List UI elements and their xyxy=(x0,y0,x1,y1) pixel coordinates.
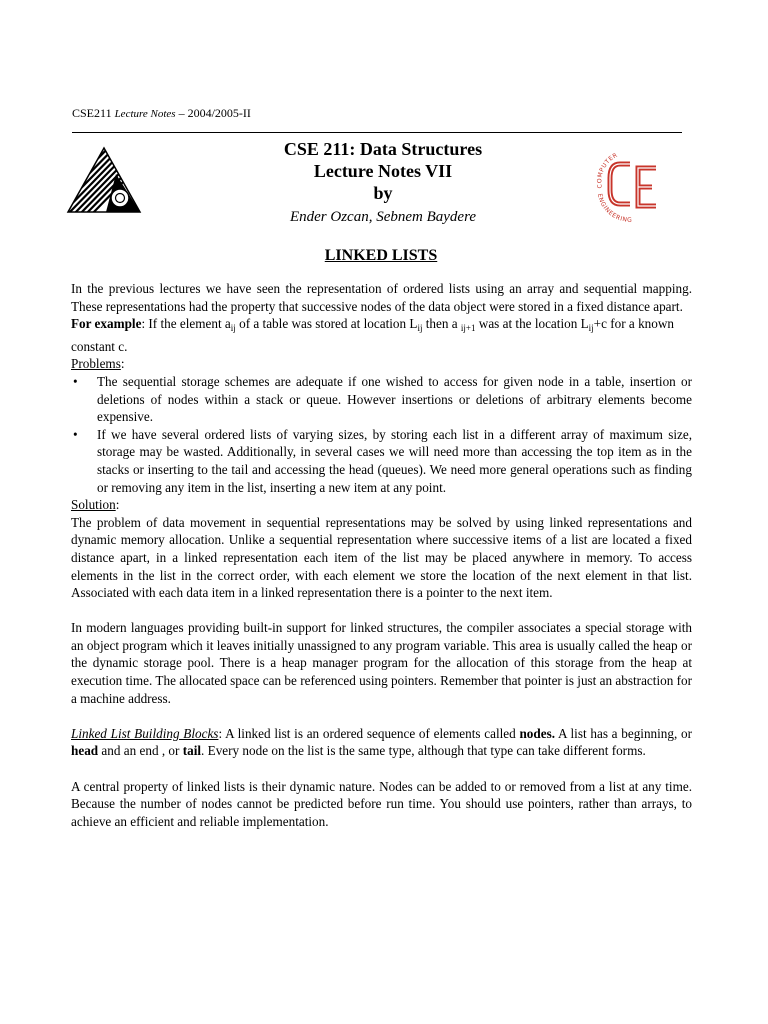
problems-colon: : xyxy=(120,356,125,372)
by-label: by xyxy=(373,183,393,203)
example-paragraph xyxy=(71,315,692,355)
term: – 2004/2005-II xyxy=(178,106,251,120)
blocks-text-4: . Every node on the list is the same type, although that type can take different forms. xyxy=(201,743,646,759)
intro-paragraph: In the previous lectures we have seen the representation of ordered lists using an array and sequential mapping. These representations had the property that successive nodes of the data object were stored in a fixed distance apart. xyxy=(71,281,692,314)
example-text-4: was at the location L xyxy=(475,316,589,332)
blocks-text-1: : A linked list is an ordered sequence of elements called xyxy=(218,725,520,741)
department-logo-icon xyxy=(586,140,672,226)
solution-heading xyxy=(71,496,692,514)
problem-text: If we have several ordered lists of varying sizes, by storing each list in a different array of maximum size, storage may be wasted. Additionally, in several cases we will need more than accessing the top item as in the stacks or inserting to the tail and accessing the head (queues). We need more general operations such as finding or removing any item in the list, inserting a new item at any point. xyxy=(97,426,692,495)
example-text-3: then a xyxy=(422,316,461,332)
bullet-icon: • xyxy=(73,373,78,389)
logo-text-top: COMPUTER xyxy=(596,151,619,189)
example-text-2: of a table was stored at location L xyxy=(235,316,418,332)
list-item xyxy=(71,373,692,426)
building-blocks-label: Linked List Building Blocks xyxy=(71,725,219,741)
section-title: LINKED LISTS xyxy=(324,247,438,264)
problems-list xyxy=(71,373,692,496)
blocks-head: head xyxy=(71,743,99,759)
blocks-text-3: and an end , or xyxy=(98,743,183,759)
notes-title: Lecture Notes VII xyxy=(313,161,453,181)
problems-label: Problems xyxy=(71,356,121,372)
solution-colon: : xyxy=(115,497,120,513)
example-sub-4: ij xyxy=(588,323,594,334)
course-title: CSE 211: Data Structures xyxy=(283,139,483,159)
example-text-5: +c for a known constant c. xyxy=(71,316,674,354)
notes-label: Lecture Notes xyxy=(114,108,176,120)
university-logo-icon xyxy=(66,146,142,214)
solution-paragraph: The problem of data movement in sequential representations may be solved by using linked representations and dynamic memory allocation. Unlike a sequential representation where successive items of a list are located a fixed distance apart, in a linked representation each item of the list may be placed anywhere in memory. To access elements in the list in the correct order, with each element we store the location of the next element in that list. Associated with each data item in a linked representation there is a pointer to the next item. xyxy=(71,514,692,601)
running-header xyxy=(72,106,251,121)
bullet-icon: • xyxy=(73,426,78,442)
central-property-paragraph: A central property of linked lists is their dynamic nature. Nodes can be added to or removed from a list at any time. Because the number of nodes cannot be predicted before run time. You should use pointers, rather than arrays, to achieve an efficient and reliable implementation. xyxy=(71,778,692,829)
example-text-1: : If the element a xyxy=(141,316,231,332)
problem-text: The sequential storage schemes are adequate if one wished to access for given node in a table, insertion or deletions of nodes within a stack or queue. However insertions or deletions of arbitrary elements become expensive. xyxy=(97,373,692,425)
blocks-tail: tail xyxy=(182,743,202,759)
example-sub-2: ij xyxy=(417,323,423,334)
solution-label: Solution xyxy=(71,497,116,513)
modern-languages-paragraph: In modern languages providing built-in support for linked structures, the compiler associates a special storage with an object program which it leaves initially unassigned to any program variable. This area is usually called the heap or the dynamic storage pool. There is a heap manager program for the allocation of this storage from the heap at execution time. The allocated space can be referenced using pointers. Remember that pointer is just an abstraction for a machine address. xyxy=(71,620,692,706)
blocks-text-2: A list has a beginning, or xyxy=(555,725,693,741)
example-sub-3: ij+1 xyxy=(460,323,476,334)
example-sub-1: ij xyxy=(230,323,236,334)
logo-text-bottom: ENGINEERING xyxy=(595,192,633,224)
body-text xyxy=(71,280,692,830)
header-rule xyxy=(72,132,682,133)
authors: Ender Ozcan, Sebnem Baydere xyxy=(289,209,477,225)
course-code: CSE211 xyxy=(72,106,112,120)
problems-heading xyxy=(71,355,692,373)
building-blocks-paragraph xyxy=(71,725,692,760)
list-item xyxy=(71,426,692,496)
svg-text:ENGINEERING xyxy=(596,193,632,224)
title-block xyxy=(230,138,536,227)
blocks-nodes: nodes. xyxy=(519,725,555,741)
example-label: For example xyxy=(71,316,142,332)
